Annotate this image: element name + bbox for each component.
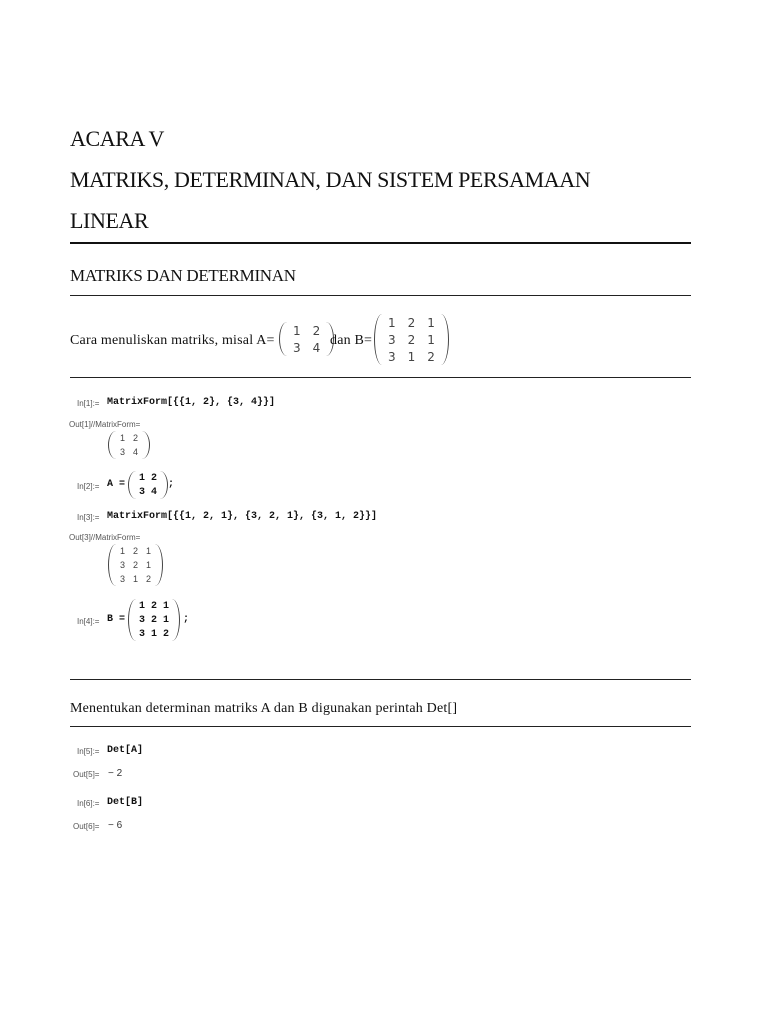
matrix-cell: 2 [151, 472, 158, 484]
matrix-cell: 3 [120, 560, 126, 570]
output-value: − 6 [108, 820, 123, 831]
assignment-prefix[interactable]: A = [107, 479, 126, 490]
matrix-cell: 1 [151, 628, 158, 640]
section-title-determinan: Menentukan determinan matriks A dan B digunakan perintah Det[] [70, 701, 458, 716]
matrix-cell: 1 [133, 574, 139, 584]
document-title-line-2: MATRIKS, DETERMINAN, DAN SISTEM PERSAMAAN [70, 167, 591, 192]
matrix-cell: 2 [146, 574, 152, 584]
matrix-cell: 3 [120, 447, 126, 457]
matrix-cell: 1 [146, 546, 152, 556]
matrix-cell: 1 [427, 315, 435, 330]
matrix-cell: 1 [407, 349, 416, 364]
input-code[interactable]: MatrixForm[{{1, 2}, {3, 4}}] [107, 397, 276, 408]
output-matrix [108, 431, 150, 459]
matrix-cell: 3 [139, 486, 146, 498]
intro-middle: dan B= [330, 333, 373, 348]
assignment-suffix[interactable]: ; [183, 614, 190, 625]
output-value: − 2 [108, 768, 123, 779]
matrix-cell: 1 [388, 315, 396, 330]
matrix-cell: 1 [163, 614, 170, 626]
input-code[interactable]: Det[B] [107, 797, 144, 808]
section-rule-top [70, 295, 691, 296]
matrix-cell: 1 [139, 472, 146, 484]
output-label: Out[3]//MatrixForm= [69, 533, 141, 542]
matrix-cell: 3 [139, 628, 146, 640]
input-matrix-b[interactable] [128, 599, 180, 641]
output-label: Out[6]= [73, 822, 100, 831]
assignment-prefix[interactable]: B = [107, 614, 126, 625]
output-label: Out[1]//MatrixForm= [69, 420, 141, 429]
section-title-matriks: MATRIKS DAN DETERMINAN [70, 266, 296, 285]
matrix-cell: 2 [133, 546, 139, 556]
matrix-cell: 2 [312, 323, 321, 338]
matrix-cell: 2 [133, 433, 139, 443]
input-label: In[6]:= [77, 799, 100, 808]
title-rule [70, 242, 691, 244]
matrix-cell: 2 [407, 315, 416, 330]
intro-prefix: Cara menuliskan matriks, misal A= [70, 333, 275, 348]
document-title-line-3: LINEAR [70, 208, 149, 233]
input-label: In[1]:= [77, 399, 100, 408]
output-label: Out[5]= [73, 770, 100, 779]
matrix-cell: 1 [139, 600, 146, 612]
matrix-cell: 2 [427, 349, 435, 364]
input-label: In[5]:= [77, 747, 100, 756]
matrix-cell: 4 [133, 447, 139, 457]
matrix-cell: 4 [312, 340, 321, 355]
matrix-cell: 1 [120, 546, 126, 556]
matrix-cell: 1 [293, 323, 301, 338]
matrix-cell: 1 [120, 433, 126, 443]
input-label: In[3]:= [77, 513, 100, 522]
input-code[interactable]: Det[A] [107, 745, 144, 756]
matrix-cell: 2 [407, 332, 416, 347]
matrix-cell: 1 [163, 600, 170, 612]
assignment-suffix[interactable]: ; [168, 479, 175, 490]
matrix-cell: 3 [388, 349, 396, 364]
intro-matrix-a [279, 322, 334, 356]
output-matrix [108, 544, 163, 586]
matrix-cell: 2 [133, 560, 139, 570]
matrix-cell: 4 [151, 486, 158, 498]
matrix-cell: 2 [151, 614, 158, 626]
matrix-cell: 2 [163, 628, 170, 640]
document-title-line-1: ACARA V [70, 126, 164, 151]
matrix-cell: 3 [388, 332, 396, 347]
matrix-cell: 3 [120, 574, 126, 584]
matrix-cell: 3 [139, 614, 146, 626]
input-code[interactable]: MatrixForm[{{1, 2, 1}, {3, 2, 1}, {3, 1, 2}}] [107, 511, 378, 522]
matrix-cell: 1 [146, 560, 152, 570]
matrix-cell: 1 [427, 332, 435, 347]
section-rule-det-bottom [70, 726, 691, 727]
input-matrix-a[interactable] [128, 471, 168, 499]
section-rule-intro [70, 377, 691, 378]
matrix-cell: 3 [293, 340, 301, 355]
matrix-cell: 2 [151, 600, 158, 612]
input-label: In[2]:= [77, 482, 100, 491]
intro-matrix-b [374, 314, 449, 365]
input-label: In[4]:= [77, 617, 100, 626]
section-rule-det-top [70, 679, 691, 680]
